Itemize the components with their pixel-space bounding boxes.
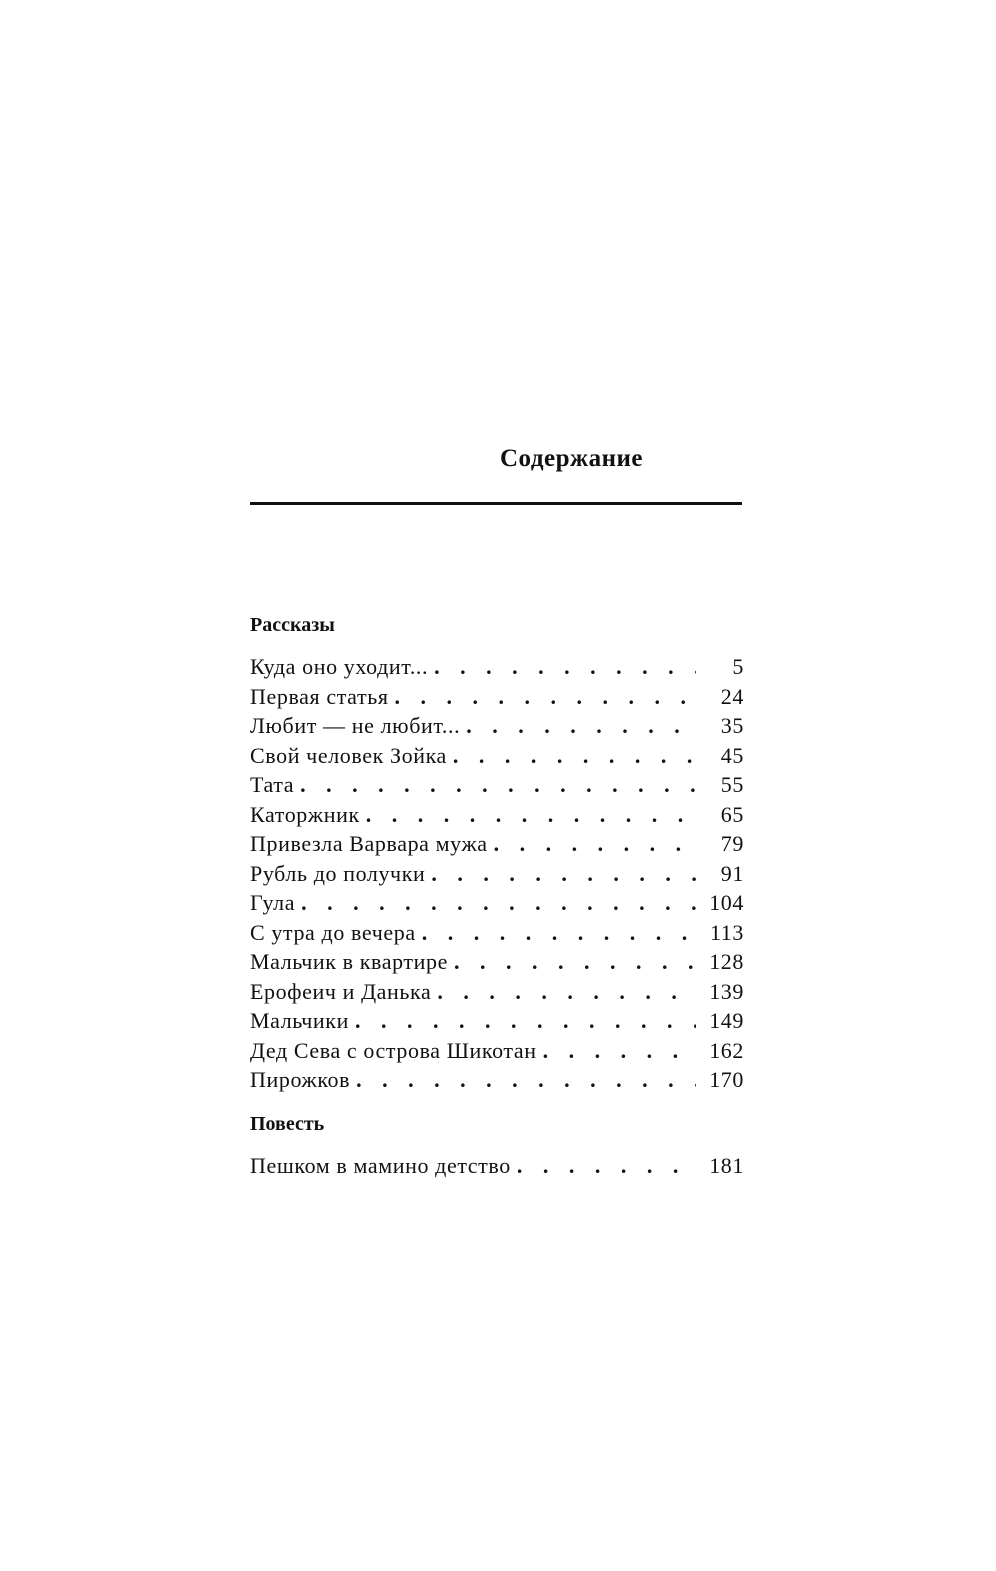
- dot-leader: [434, 652, 696, 682]
- toc-entry-page: 104: [709, 890, 744, 915]
- toc-entry-title: Ерофеич и Данька: [250, 978, 432, 1004]
- toc-entry-page: 24: [720, 683, 744, 709]
- dot-leader: [543, 1036, 696, 1066]
- toc-entry-page: 91: [720, 860, 744, 886]
- toc-entry[interactable]: [250, 1065, 744, 1095]
- toc-entry-page: 113: [710, 919, 744, 945]
- section-heading-novella: Повесть: [250, 1112, 325, 1135]
- toc-entry-title: С утра до вечера: [250, 919, 416, 945]
- section-heading-stories: Рассказы: [250, 614, 335, 636]
- toc-entry-title: Мальчики: [250, 1008, 349, 1033]
- toc-entry-page: 65: [720, 801, 744, 827]
- toc-entry[interactable]: [250, 947, 744, 977]
- toc-entry-title: Дед Сева с острова Шикотан: [250, 1037, 537, 1063]
- toc-entry[interactable]: [250, 800, 744, 830]
- toc-entry-page: 79: [720, 831, 744, 856]
- dot-leader: [355, 1006, 696, 1036]
- toc-entry[interactable]: [250, 741, 744, 771]
- toc-entry[interactable]: [250, 859, 744, 889]
- dot-leader: [366, 800, 696, 830]
- dot-leader: [422, 918, 696, 948]
- dot-leader: [494, 829, 696, 859]
- page-title: Содержание: [500, 445, 644, 472]
- toc-entry-title: Тата: [250, 772, 295, 797]
- toc-entry[interactable]: [250, 977, 744, 1007]
- toc-entry-page: 170: [709, 1067, 744, 1092]
- dot-leader: [466, 711, 696, 741]
- toc-entry-page: 35: [720, 713, 744, 738]
- toc-entry-page: 128: [709, 949, 744, 974]
- table-of-contents: [250, 610, 744, 1180]
- toc-entry-page: 45: [720, 742, 744, 768]
- dot-leader: [431, 859, 696, 889]
- toc-entry[interactable]: [250, 918, 744, 948]
- toc-entry-page: 139: [709, 978, 744, 1004]
- dot-leader: [437, 977, 696, 1007]
- toc-entry-title: Мальчик в квартире: [250, 949, 448, 974]
- dot-leader: [356, 1065, 696, 1095]
- toc-entry-title: Пирожков: [250, 1067, 351, 1092]
- toc-entry-title: Первая статья: [250, 683, 389, 709]
- toc-entry[interactable]: [250, 1006, 744, 1036]
- dot-leader: [301, 888, 696, 918]
- toc-entry[interactable]: [250, 652, 744, 682]
- novella-list: [250, 1151, 744, 1181]
- toc-entry-page: 5: [732, 654, 744, 679]
- dot-leader: [454, 947, 696, 977]
- dot-leader: [395, 682, 696, 712]
- toc-entry-page: 181: [709, 1152, 744, 1178]
- dot-leader: [300, 770, 696, 800]
- toc-entry-title: Свой человек Зойка: [250, 742, 447, 768]
- toc-entry[interactable]: [250, 711, 744, 741]
- toc-entry-title: Куда оно уходит...: [250, 654, 429, 679]
- toc-entry[interactable]: [250, 888, 744, 918]
- toc-entry-title: Любит — не любит...: [250, 713, 461, 738]
- toc-entry[interactable]: [250, 829, 744, 859]
- toc-entry[interactable]: [250, 770, 744, 800]
- toc-entry-page: 162: [709, 1037, 744, 1063]
- title-divider: [250, 502, 742, 505]
- dot-leader: [517, 1151, 696, 1181]
- stories-list: [250, 652, 744, 1095]
- toc-entry-page: 149: [709, 1008, 744, 1033]
- toc-entry-title: Рубль до получки: [250, 860, 426, 886]
- toc-entry-title: Пешком в мамино детство: [250, 1152, 511, 1178]
- toc-entry[interactable]: [250, 1151, 744, 1181]
- toc-entry-title: Каторжник: [250, 801, 360, 827]
- toc-entry-title: Привезла Варвара мужа: [250, 831, 488, 856]
- toc-entry-page: 55: [720, 772, 744, 797]
- toc-entry[interactable]: [250, 1036, 744, 1066]
- toc-entry-title: Гула: [250, 890, 296, 915]
- toc-entry[interactable]: [250, 682, 744, 712]
- dot-leader: [453, 741, 696, 771]
